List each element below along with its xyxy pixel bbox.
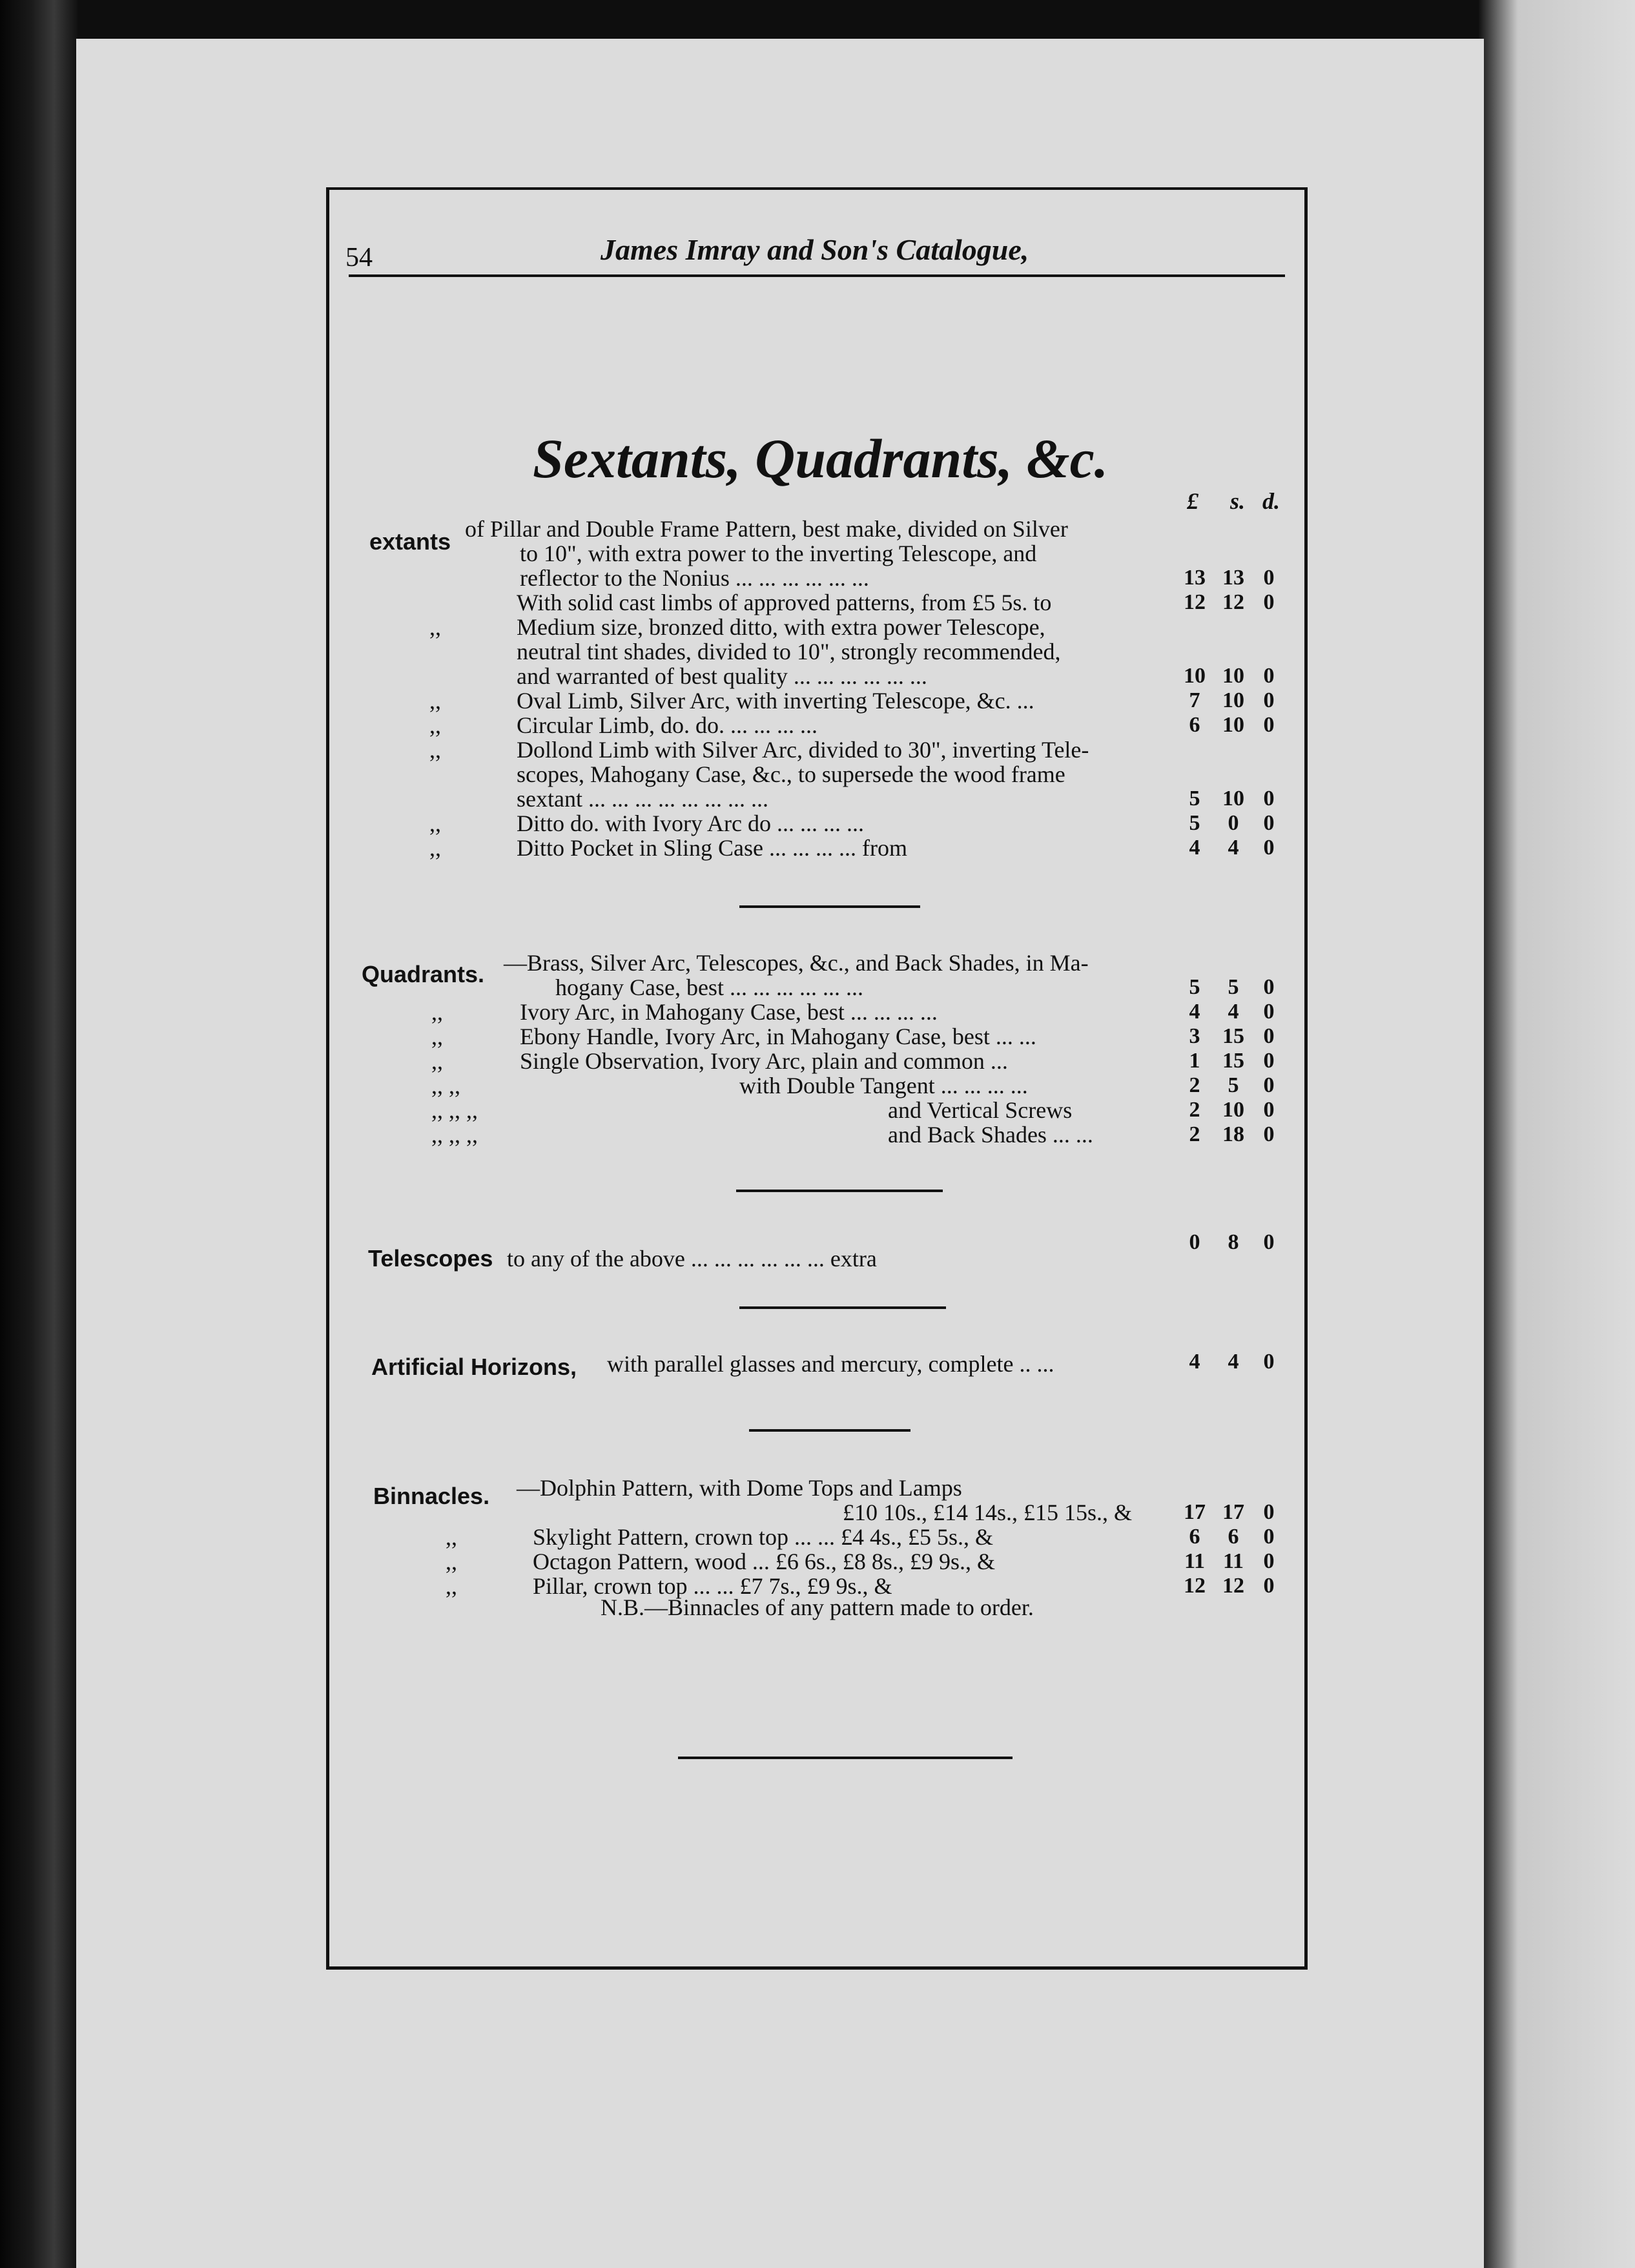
price-pence: 0 bbox=[1263, 1549, 1275, 1573]
telescopes-heading: Telescopes bbox=[368, 1245, 493, 1272]
price-pounds: 7 bbox=[1189, 688, 1200, 712]
header-rule bbox=[349, 274, 1285, 277]
price-shillings: 10 bbox=[1222, 664, 1244, 688]
item-text-line: Oval Limb, Silver Arc, with inverting Telescope, &c. ... bbox=[517, 688, 1034, 714]
price-pence: 0 bbox=[1263, 664, 1275, 688]
item-text-line: scopes, Mahogany Case, &c., to supersede the wood frame bbox=[517, 761, 1065, 787]
price-pence: 0 bbox=[1263, 787, 1275, 810]
item-text-line: reflector to the Nonius ... ... ... ... ... ... bbox=[520, 565, 869, 591]
price-pounds: 12 bbox=[1184, 1574, 1206, 1598]
price-pounds: 4 bbox=[1189, 836, 1200, 860]
price-shillings: 15 bbox=[1222, 1024, 1244, 1048]
price-pence: 0 bbox=[1263, 811, 1275, 835]
section-title: Sextants, Quadrants, &c. bbox=[533, 428, 1109, 490]
column-head-pounds: £ bbox=[1187, 488, 1198, 514]
item-text-line: and Vertical Screws bbox=[888, 1097, 1073, 1123]
price-shillings: 6 bbox=[1228, 1525, 1239, 1549]
item-text-line: hogany Case, best ... ... ... ... ... ... bbox=[555, 974, 863, 1000]
item-text-line: Ivory Arc, in Mahogany Case, best ... ... ... ... bbox=[520, 999, 938, 1025]
item-text-line: With solid cast limbs of approved patterns, from £5 5s. to bbox=[517, 590, 1052, 615]
price-shillings: 4 bbox=[1228, 1000, 1239, 1024]
running-title: James Imray and Son's Catalogue, bbox=[601, 233, 1029, 266]
item-text-line: Medium size, bronzed ditto, with extra power Telescope, bbox=[517, 614, 1045, 640]
price-pence: 0 bbox=[1263, 590, 1275, 614]
price-pounds: 0 bbox=[1189, 1230, 1200, 1254]
price-pence: 0 bbox=[1263, 1350, 1275, 1374]
page-number: 54 bbox=[345, 243, 373, 273]
price-shillings: 18 bbox=[1222, 1122, 1244, 1146]
item-text-line: Skylight Pattern, crown top ... ... £4 4s., £5 5s., & bbox=[533, 1524, 993, 1550]
price-pence: 0 bbox=[1263, 1024, 1275, 1048]
price-shillings: 10 bbox=[1222, 688, 1244, 712]
price-pence: 0 bbox=[1263, 1098, 1275, 1122]
item-text-line: —Dolphin Pattern, with Dome Tops and Lamps bbox=[517, 1475, 962, 1501]
price-pence: 0 bbox=[1263, 1525, 1275, 1549]
sextants-heading: extants bbox=[369, 528, 451, 555]
horizons-heading: Artificial Horizons, bbox=[371, 1354, 577, 1380]
price-shillings: 12 bbox=[1222, 590, 1244, 614]
price-pounds: 12 bbox=[1184, 590, 1206, 614]
item-text-line: sextant ... ... ... ... ... ... ... ... bbox=[517, 786, 768, 812]
item-text-line: to 10", with extra power to the inverting Telescope, and bbox=[520, 541, 1037, 566]
ditto-mark: ,, bbox=[431, 999, 443, 1025]
item-text-line: of Pillar and Double Frame Pattern, best make, divided on Silver bbox=[465, 516, 1068, 542]
ditto-mark: ,, bbox=[429, 688, 441, 714]
price-pence: 0 bbox=[1263, 836, 1275, 860]
section-divider bbox=[736, 1190, 943, 1192]
ditto-mark: ,, ,, bbox=[431, 1073, 460, 1098]
ditto-mark: ,, bbox=[429, 835, 441, 861]
item-text-line: with Double Tangent ... ... ... ... bbox=[739, 1073, 1028, 1098]
ditto-mark: ,, bbox=[429, 810, 441, 836]
price-pence: 0 bbox=[1263, 1049, 1275, 1073]
price-shillings: 5 bbox=[1228, 1073, 1239, 1097]
item-text-line: Pillar, crown top ... ... £7 7s., £9 9s., & bbox=[533, 1573, 892, 1599]
price-pence: 0 bbox=[1263, 713, 1275, 737]
ditto-mark: ,, bbox=[429, 614, 441, 640]
item-text-line: Dollond Limb with Silver Arc, divided to 30", inverting Tele- bbox=[517, 737, 1089, 763]
price-pounds: 2 bbox=[1189, 1073, 1200, 1097]
price-pounds: 5 bbox=[1189, 975, 1200, 999]
price-pounds: 13 bbox=[1184, 566, 1206, 590]
price-pence: 0 bbox=[1263, 1230, 1275, 1254]
ditto-mark: ,, ,, ,, bbox=[431, 1097, 478, 1123]
price-shillings: 4 bbox=[1228, 1350, 1239, 1374]
price-pence: 0 bbox=[1263, 975, 1275, 999]
price-shillings: 11 bbox=[1222, 1549, 1244, 1573]
ditto-mark: ,, bbox=[446, 1524, 457, 1550]
price-shillings: 5 bbox=[1228, 975, 1239, 999]
price-shillings: 17 bbox=[1222, 1500, 1244, 1524]
price-pounds: 5 bbox=[1189, 811, 1200, 835]
price-pence: 0 bbox=[1263, 1122, 1275, 1146]
price-pounds: 2 bbox=[1189, 1122, 1200, 1146]
price-shillings: 10 bbox=[1222, 713, 1244, 737]
ditto-mark: ,, ,, ,, bbox=[431, 1122, 478, 1148]
price-pounds: 6 bbox=[1189, 713, 1200, 737]
ditto-mark: ,, bbox=[431, 1048, 443, 1074]
column-head-shillings: s. bbox=[1230, 488, 1246, 514]
item-text-line: and Back Shades ... ... bbox=[888, 1122, 1093, 1148]
price-pounds: 6 bbox=[1189, 1525, 1200, 1549]
price-shillings: 15 bbox=[1222, 1049, 1244, 1073]
item-text-line: and warranted of best quality ... ... ... ... ... ... bbox=[517, 663, 927, 689]
facing-page-edge bbox=[1479, 0, 1635, 2268]
column-head-pence: d. bbox=[1262, 488, 1280, 514]
item-text-line: Circular Limb, do. do. ... ... ... ... bbox=[517, 712, 818, 738]
price-pounds: 4 bbox=[1189, 1000, 1200, 1024]
price-pounds: 4 bbox=[1189, 1350, 1200, 1374]
price-pounds: 3 bbox=[1189, 1024, 1200, 1048]
binnacles-heading: Binnacles. bbox=[373, 1483, 490, 1509]
closing-rule bbox=[678, 1757, 1013, 1759]
price-pence: 0 bbox=[1263, 1574, 1275, 1598]
price-pounds: 17 bbox=[1184, 1500, 1206, 1524]
item-text-line: Ditto Pocket in Sling Case ... ... ... ... from bbox=[517, 835, 907, 861]
price-pounds: 5 bbox=[1189, 787, 1200, 810]
section-divider bbox=[749, 1429, 910, 1432]
price-shillings: 10 bbox=[1222, 1098, 1244, 1122]
binnacles-note: N.B.—Binnacles of any pattern made to order. bbox=[601, 1594, 1034, 1620]
ditto-mark: ,, bbox=[429, 712, 441, 738]
item-text-line: Octagon Pattern, wood ... £6 6s., £8 8s., £9 9s., & bbox=[533, 1549, 995, 1574]
book-spine bbox=[0, 0, 77, 2268]
price-shillings: 13 bbox=[1222, 566, 1244, 590]
price-shillings: 12 bbox=[1222, 1574, 1244, 1598]
quadrants-heading: Quadrants. bbox=[362, 961, 485, 987]
section-divider bbox=[739, 1306, 946, 1309]
horizons-text: with parallel glasses and mercury, complete .. ... bbox=[607, 1351, 1054, 1377]
item-text-line: Ebony Handle, Ivory Arc, in Mahogany Case, best ... ... bbox=[520, 1024, 1036, 1049]
price-shillings: 0 bbox=[1228, 811, 1239, 835]
price-shillings: 4 bbox=[1228, 836, 1239, 860]
ditto-mark: ,, bbox=[446, 1573, 457, 1599]
price-shillings: 8 bbox=[1228, 1230, 1239, 1254]
price-pence: 0 bbox=[1263, 1500, 1275, 1524]
price-pence: 0 bbox=[1263, 688, 1275, 712]
item-text-line: £10 10s., £14 14s., £15 15s., & bbox=[843, 1500, 1133, 1525]
item-text-line: Single Observation, Ivory Arc, plain and common ... bbox=[520, 1048, 1008, 1074]
price-pence: 0 bbox=[1263, 1073, 1275, 1097]
ditto-mark: ,, bbox=[429, 737, 441, 763]
price-pounds: 10 bbox=[1184, 664, 1206, 688]
section-divider bbox=[739, 905, 920, 908]
price-pence: 0 bbox=[1263, 566, 1275, 590]
price-pounds: 2 bbox=[1189, 1098, 1200, 1122]
item-text-line: —Brass, Silver Arc, Telescopes, &c., and Back Shades, in Ma- bbox=[504, 950, 1089, 976]
item-text-line: neutral tint shades, divided to 10", strongly recommended, bbox=[517, 639, 1061, 665]
price-pence: 0 bbox=[1263, 1000, 1275, 1024]
price-pounds: 11 bbox=[1184, 1549, 1206, 1573]
ditto-mark: ,, bbox=[431, 1024, 443, 1049]
price-pounds: 1 bbox=[1189, 1049, 1200, 1073]
ditto-mark: ,, bbox=[446, 1549, 457, 1574]
price-shillings: 10 bbox=[1222, 787, 1244, 810]
telescopes-text: to any of the above ... ... ... ... ... ... extra bbox=[507, 1246, 877, 1272]
item-text-line: Ditto do. with Ivory Arc do ... ... ... ... bbox=[517, 810, 864, 836]
